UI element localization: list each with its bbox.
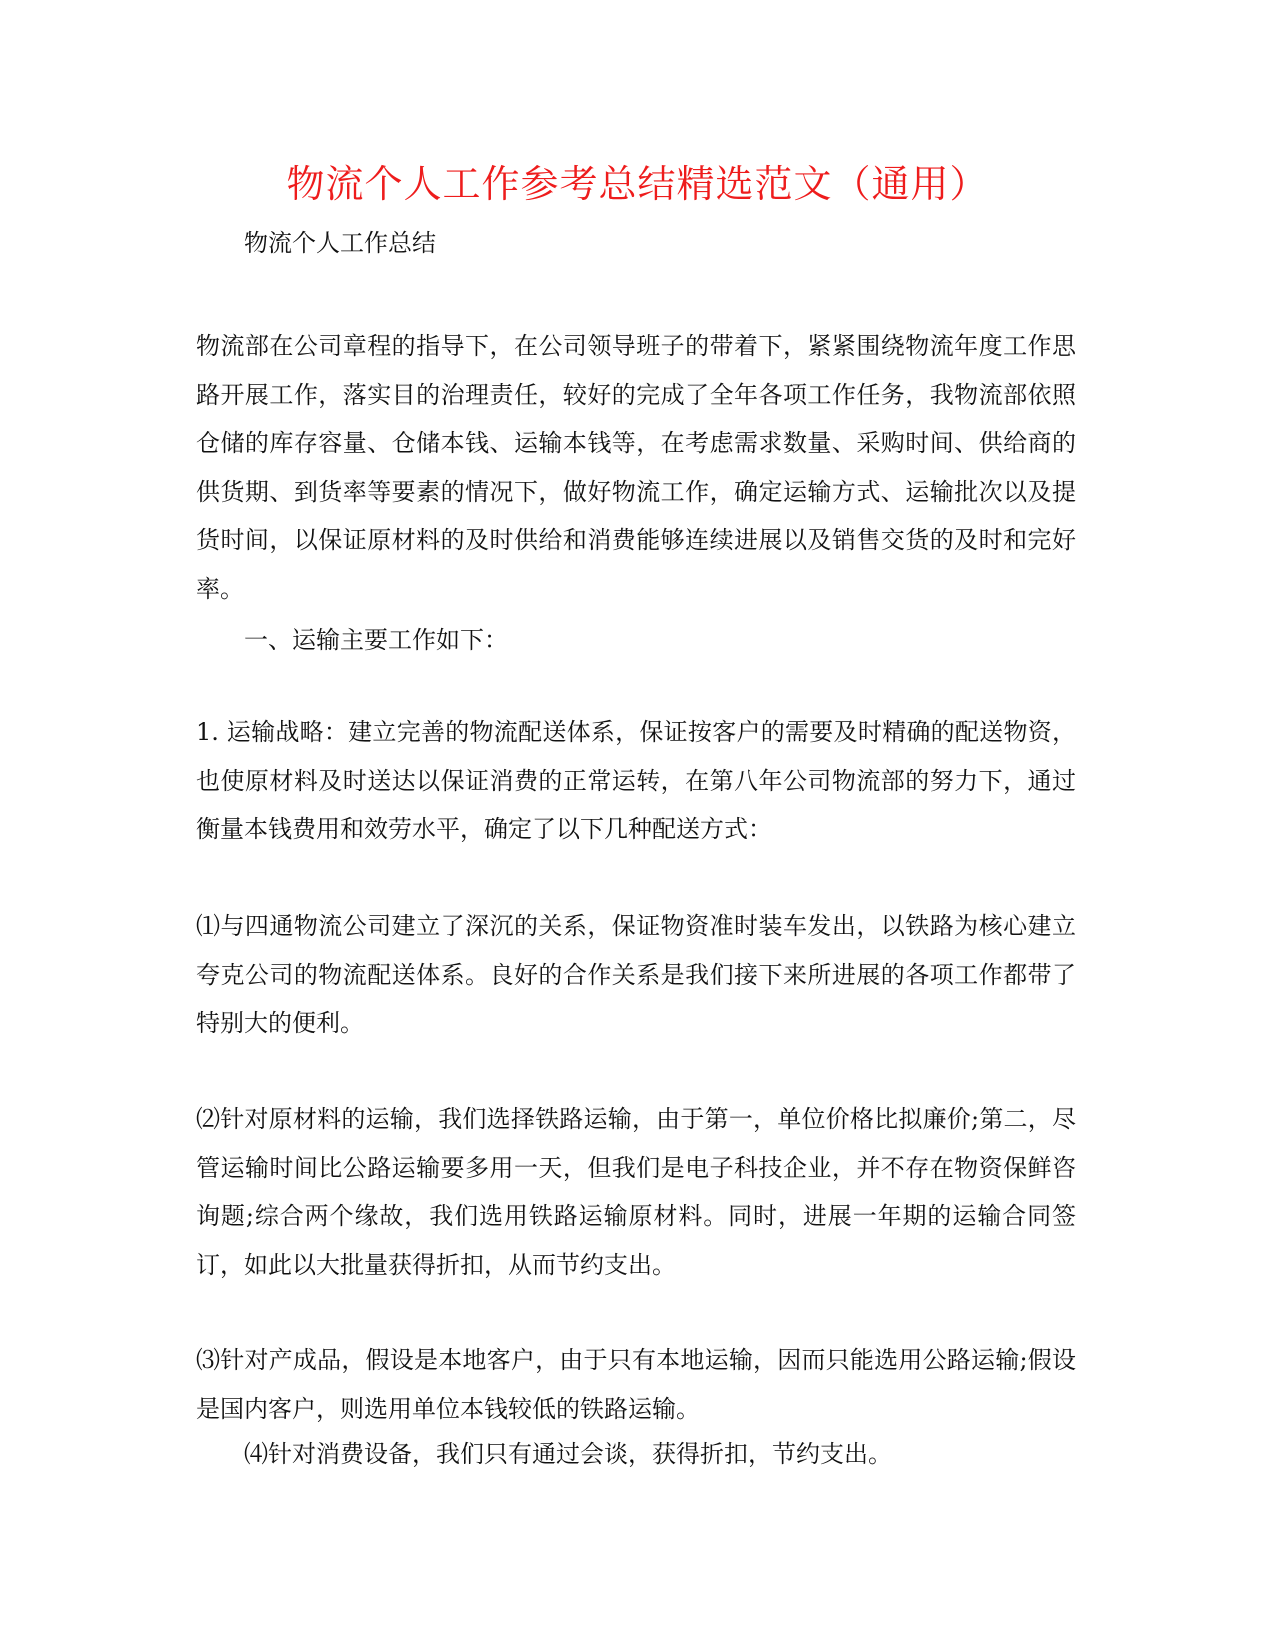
paragraph-item-1: ⑴与四通物流公司建立了深沉的关系，保证物资准时装车发出，以铁路为核心建立夸克公司的物流配送体系。良好的合作关系是我们接下来所进展的各项工作都带了特别大的便利。 — [196, 912, 1076, 1037]
paragraph-item-2: ⑵针对原材料的运输，我们选择铁路运输，由于第一，单位价格比拟廉价;第二，尽管运输时间比公路运输要多用一天，但我们是电子科技企业，并不存在物资保鲜咨询题;综合两个缘故，我们选用铁路运输原材料。同时，进展一年期的运输合同签订，如此以大批量获得折扣，从而节约支出。 — [196, 1105, 1076, 1279]
paragraph-transport-strategy: 1. 运输战略：建立完善的物流配送体系，保证按客户的需要及时精确的配送物资，也使原材料及时送达以保证消费的正常运转，在第八年公司物流部的努力下，通过衡量本钱费用和效劳水平，确定了以下几种配送方式： — [196, 718, 1076, 843]
paragraph-item-3: ⑶针对产成品，假设是本地客户，由于只有本地运输，因而只能选用公路运输;假设是国内客户，则选用单位本钱较低的铁路运输。 — [196, 1346, 1076, 1423]
document-title: 物流个人工作参考总结精选范文（通用） — [286, 162, 989, 206]
section-heading-transport: 一、运输主要工作如下： — [244, 626, 508, 654]
paragraph-item-4: ⑷针对消费设备，我们只有通过会谈，获得折扣，节约支出。 — [244, 1440, 892, 1468]
paragraph-intro: 物流部在公司章程的指导下，在公司领导班子的带着下，紧紧围绕物流年度工作思路开展工作，落实目的治理责任，较好的完成了全年各项工作任务，我物流部依照仓储的库存容量、仓储本钱、运输本钱等，在考虑需求数量、采购时间、供给商的供货期、到货率等要素的情况下，做好物流工作，确定运输方式、运输批次以及提货时间，以保证原材料的及时供给和消费能够连续进展以及销售交货的及时和完好率。 — [196, 332, 1076, 603]
document-subtitle: 物流个人工作总结 — [244, 229, 436, 257]
